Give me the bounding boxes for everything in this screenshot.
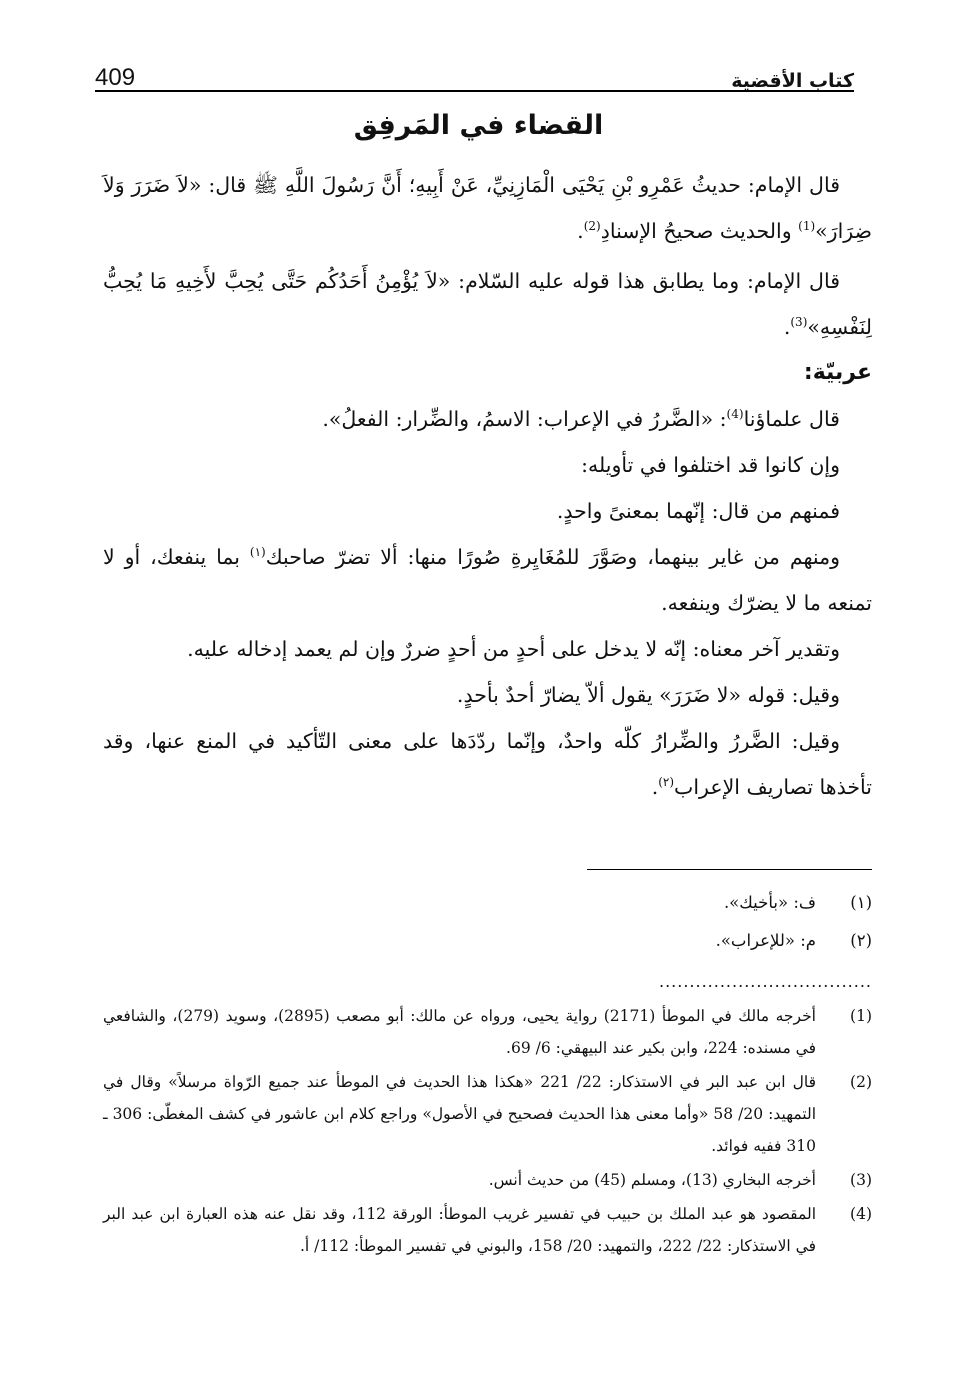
footnote-text: المقصود هو عبد الملك بن حبيب في تفسير غريب الموطأ: الورقة 112، وقد نقل عنه هذه العبارة ابن عبد البر في الاستذكار: 22/ 222، والتمهيد: 20/ 158، والبوني في تفسير الموطأ: 112/ أ. bbox=[103, 1205, 817, 1255]
footnote-text: قال ابن عبد البر في الاستذكار: 22/ 221 «هكذا هذا الحديث في الموطأ عند جميع الرّواة مرسلاً» وقال في التمهيد: 20/ 58 «وأما معنى هذا الحديث فصحيح في الأصول» وراجع كلام ابن عاشور في كشف المغطّى: 306 ـ 310 ففيه فوائد. bbox=[103, 1073, 817, 1155]
paragraph: قال الإمام: حديثُ عَمْرِو بْنِ يَحْيَى الْمَازِنِيِّ، عَنْ أَبِيهِ؛ أَنَّ رَسُولَ اللَّهِ ﷺ قال: «لاَ ضَرَرَ وَلاَ ضِرَارَ»$^{(1)}$ والحديث صحيحُ الإسنادِ$^{(2)}$. bbox=[103, 173, 872, 243]
paragraph: وقيل: الضَّررُ والضِّرارُ كلّه واحدٌ، وإنّما ردّدَها على معنى التّأكيد في المنع عنها، وقد تأخذها تصاريف الإعراب$^{(٢)}$. bbox=[103, 729, 872, 799]
variant-note bbox=[103, 922, 872, 960]
note-text: ف: «بأخيك». bbox=[723, 893, 816, 912]
page-number: 409 bbox=[95, 64, 136, 91]
page-header bbox=[95, 52, 854, 92]
footnote-number: (2) bbox=[850, 1073, 872, 1091]
section-title: القضاء في المَرفِق bbox=[353, 110, 604, 141]
note-text: م: «للإعراب». bbox=[715, 931, 816, 950]
footnote-ref: (2) bbox=[583, 219, 601, 234]
note-number: (١) bbox=[850, 893, 872, 912]
subheading-arabiya: عربيّة: bbox=[803, 360, 872, 385]
main-text bbox=[103, 162, 872, 810]
paragraph: وقيل: قوله «لا ضَرَرَ» يقول ألاّ يضارّ أحدٌ بأحدٍ. bbox=[456, 683, 840, 707]
variant-note bbox=[103, 884, 872, 922]
footnote-separator bbox=[587, 869, 872, 870]
footnote-text: أخرجه البخاري (13)، ومسلم (45) من حديث أنس. bbox=[488, 1171, 816, 1189]
footnote-ref: (1) bbox=[798, 219, 816, 234]
footnote-number: (4) bbox=[850, 1205, 872, 1223]
footnote-text: أخرجه مالك في الموطأ (2171) رواية يحيى، ورواه عن مالك: أبو مصعب (2895)، وسويد (279)، والشافعي في مسنده: 224، وابن بكير عند البيهقي: 6/ 69. bbox=[103, 1007, 816, 1057]
footnote-ref: (4) bbox=[726, 407, 744, 422]
dotted-separator: ................................... bbox=[658, 972, 872, 991]
paragraph: قال علماؤنا$^{(4)}$: «الضَّررُ في الإعراب: الاسمُ، والضِّرار: الفعلُ». bbox=[322, 407, 840, 431]
note-number: (٢) bbox=[850, 931, 872, 950]
footnote-number: (1) bbox=[850, 1007, 872, 1025]
running-title: كتاب الأقضية bbox=[731, 70, 854, 92]
variant-notes bbox=[103, 884, 872, 960]
footnote-ref: (٢) bbox=[658, 775, 675, 790]
footnote-ref: (١) bbox=[249, 545, 266, 560]
footnote bbox=[103, 1066, 872, 1162]
paragraph: وإن كانوا قد اختلفوا في تأويله: bbox=[581, 453, 840, 477]
footnote bbox=[103, 1198, 872, 1262]
paragraph: قال الإمام: وما يطابق هذا قوله عليه السّلام: «لاَ يُؤْمِنُ أَحَدُكُم حَتَّى يُحِبَّ لأَخِيهِ مَا يُحِبُّ لِنَفْسِهِ»$^{(3)}$. bbox=[103, 269, 872, 339]
paragraph: فمنهم من قال: إنّهما بمعنىً واحدٍ. bbox=[556, 499, 840, 523]
footnote-number: (3) bbox=[850, 1171, 872, 1189]
paragraph: ومنهم من غاير بينهما، وصَوَّرَ للمُغَايِرةِ صُورًا منها: ألا تضرّ صاحبك$^{(١)}$ بما ينفعك، أو لا تمنعه ما لا يضرّك وينفعه. bbox=[103, 545, 872, 615]
footnote-ref: (3) bbox=[790, 315, 808, 330]
footnotes bbox=[103, 1000, 872, 1264]
footnote bbox=[103, 1164, 872, 1196]
header-rule bbox=[95, 90, 854, 92]
paragraph: وتقدير آخر معناه: إنّه لا يدخل على أحدٍ من أحدٍ ضررٌ وإن لم يعمد إدخاله عليه. bbox=[187, 637, 840, 661]
footnote bbox=[103, 1000, 872, 1064]
